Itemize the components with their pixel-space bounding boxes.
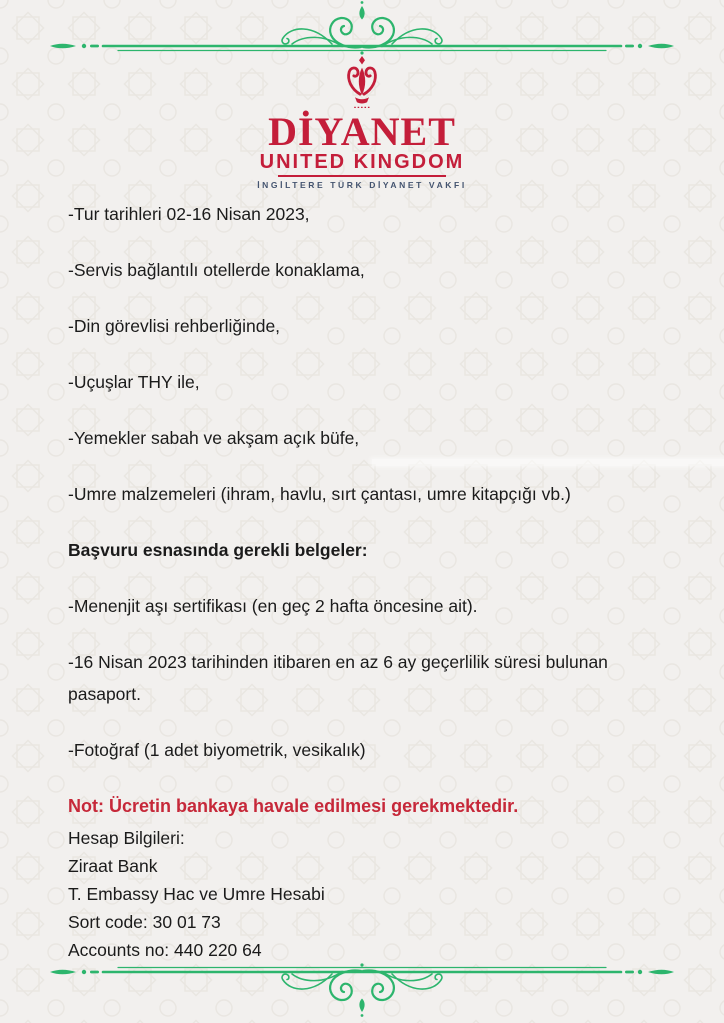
bank-detail-line: Sort code: 30 01 73: [68, 912, 221, 932]
document-item: -Menenjit aşı sertifikası (en geç 2 hafta öncesine ait).: [68, 596, 478, 616]
tour-detail-item: -Servis bağlantılı otellerde konaklama,: [68, 260, 365, 280]
bank-detail-line: Accounts no: 440 220 64: [68, 940, 262, 960]
bank-detail-line: Hesap Bilgileri:: [68, 828, 185, 848]
bank-details: [68, 824, 668, 964]
bank-detail-line: Ziraat Bank: [68, 856, 158, 876]
top-ornament-divider-icon: [0, 0, 724, 64]
document-item: -16 Nisan 2023 tarihinden itibaren en az 6 ay geçerlilik süresi bulunan pasaport.: [68, 652, 608, 704]
payment-note: Not: Ücretin bankaya havale edilmesi gerekmektedir.: [68, 796, 519, 816]
tour-detail-item: -Umre malzemeleri (ihram, havlu, sırt çantası, umre kitapçığı vb.): [68, 484, 571, 504]
logo-brand-text: DİYANET: [268, 109, 456, 154]
bank-detail-line: T. Embassy Hac ve Umre Hesabi: [68, 884, 325, 904]
tour-detail-item: -Tur tarihleri 02-16 Nisan 2023,: [68, 204, 310, 224]
tour-detail-item: -Din görevlisi rehberliğinde,: [68, 316, 281, 336]
document-item: -Fotoğraf (1 adet biyometrik, vesikalık): [68, 740, 366, 760]
logo-underline: [278, 175, 446, 177]
tulip-icon: [338, 56, 386, 112]
documents-heading: Başvuru esnasında gerekli belgeler:: [68, 540, 368, 560]
tour-detail-item: -Uçuşlar THY ile,: [68, 372, 200, 392]
flyer-content: [68, 198, 668, 964]
logo-region-text: UNITED KINGDOM: [259, 151, 465, 173]
logo-subtitle: İNGİLTERE TÜRK DİYANET VAKFI: [257, 180, 467, 190]
bottom-ornament-divider-icon: [0, 954, 724, 1018]
tour-detail-item: -Yemekler sabah ve akşam açık büfe,: [68, 428, 360, 448]
diyanet-logo: [0, 56, 724, 190]
